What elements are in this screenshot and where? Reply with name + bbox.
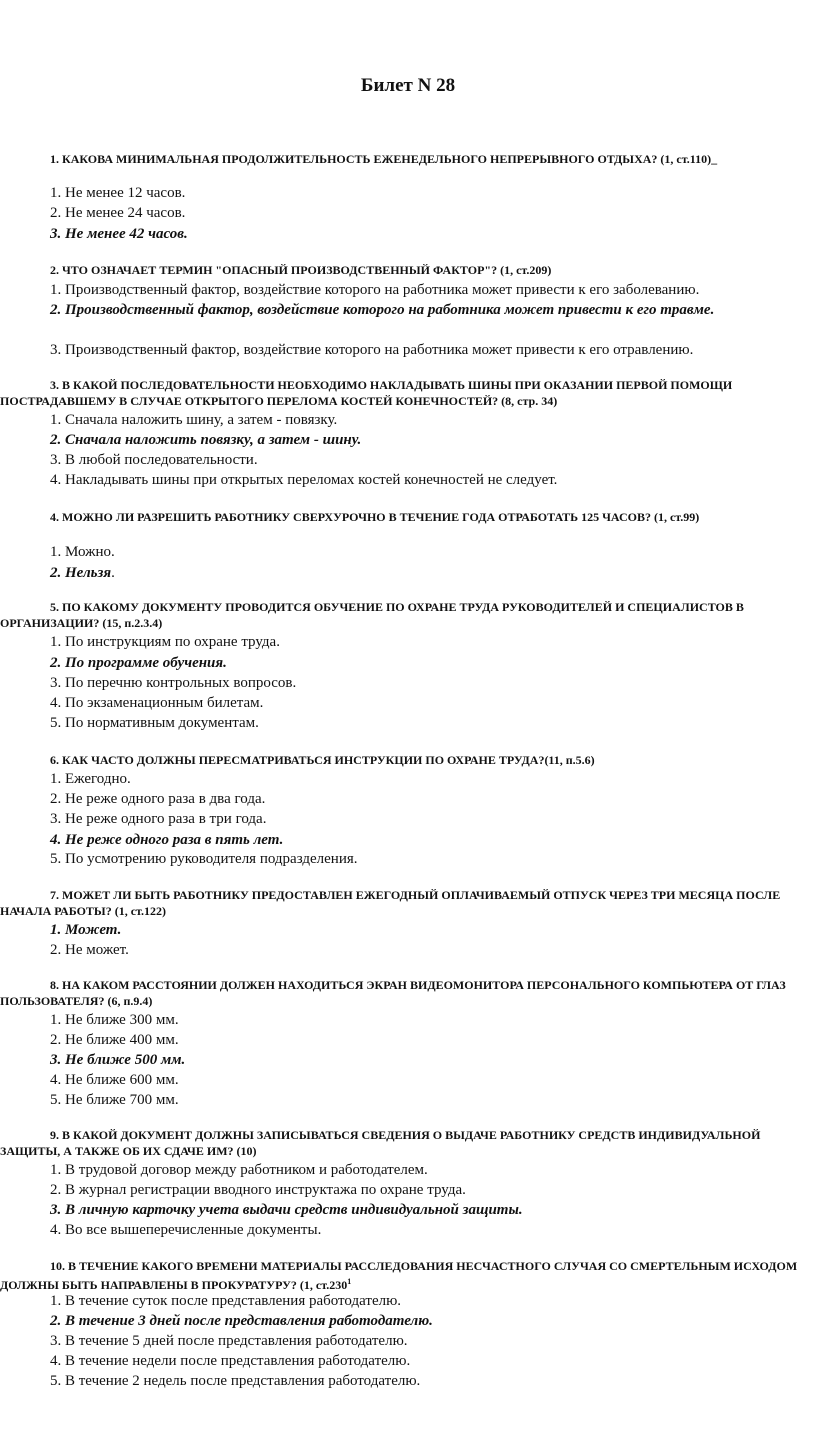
question-10-answer-2-correct: 2. В течение 3 дней после представления работодателю.	[50, 1313, 433, 1329]
question-9-answer-1: 1. В трудовой договор между работником и работодателем.	[50, 1162, 428, 1178]
question-1-heading: 1. КАКОВА МИНИМАЛЬНАЯ ПРОДОЛЖИТЕЛЬНОСТЬ ЕЖЕНЕДЕЛЬНОГО НЕПРЕРЫВНОГО ОТДЫХА? (1, ст.110)_	[50, 152, 718, 166]
question-10-heading	[0, 1258, 812, 1293]
question-6-answer-4-correct: 4. Не реже одного раза в пять лет.	[50, 832, 284, 848]
question-7-answer-1-correct: 1. Может.	[50, 922, 122, 938]
question-4-heading: 4. МОЖНО ЛИ РАЗРЕШИТЬ РАБОТНИКУ СВЕРХУРОЧНО В ТЕЧЕНИЕ ГОДА ОТРАБОТАТЬ 125 ЧАСОВ? (1, ст.99)	[50, 510, 700, 524]
question-3-answer-4: 4. Накладывать шины при открытых переломах костей конечностей не следует.	[50, 472, 558, 488]
question-5-answer-4: 4. По экзаменационным билетам.	[50, 695, 264, 711]
question-7-heading: 7. МОЖЕТ ЛИ БЫТЬ РАБОТНИКУ ПРЕДОСТАВЛЕН ЕЖЕГОДНЫЙ ОПЛАЧИВАЕМЫЙ ОТПУСК ЧЕРЕЗ ТРИ МЕСЯЦА ПОСЛЕ НАЧАЛА РАБОТЫ? (1, ст.122)	[0, 888, 781, 918]
question-10-answer-5: 5. В течение 2 недель после представления работодателю.	[50, 1373, 421, 1389]
question-8-answer-1: 1. Не ближе 300 мм.	[50, 1012, 179, 1028]
question-9-answer-3-correct: 3. В личную карточку учета выдачи средств индивидуальной защиты.	[50, 1202, 523, 1218]
question-3-answer-1: 1. Сначала наложить шину, а затем - повязку.	[50, 412, 338, 428]
question-10-answer-1: 1. В течение суток после представления работодателю.	[50, 1293, 402, 1309]
question-9-answer-4: 4. Во все вышеперечисленные документы.	[50, 1222, 322, 1238]
question-2-heading: 2. ЧТО ОЗНАЧАЕТ ТЕРМИН "ОПАСНЫЙ ПРОИЗВОДСТВЕННЫЙ ФАКТОР"? (1, ст.209)	[50, 263, 552, 277]
question-8-answer-4: 4. Не ближе 600 мм.	[50, 1072, 179, 1088]
question-5-answer-1: 1. По инструкциям по охране труда.	[50, 634, 280, 650]
question-6-answer-2: 2. Не реже одного раза в два года.	[50, 791, 266, 807]
question-8-answer-2: 2. Не ближе 400 мм.	[50, 1032, 179, 1048]
question-10-heading-text: 10. В ТЕЧЕНИЕ КАКОГО ВРЕМЕНИ МАТЕРИАЛЫ РАССЛЕДОВАНИЯ НЕСЧАСТНОГО СЛУЧАЯ СО СМЕРТЕЛЬНЫМ ИСХОДОМ ДОЛЖНЫ БЫТЬ НАПРАВЛЕНЫ В ПРОКУРАТУРУ? (1, ст.230	[0, 1259, 798, 1292]
question-1-answer-3-correct: 3. Не менее 42 часов.	[50, 226, 188, 242]
question-2-answer-2-correct: 2. Производственный фактор, воздействие которого на работника может привести к его травме.	[50, 302, 715, 318]
question-5-answer-3: 3. По перечню контрольных вопросов.	[50, 675, 297, 691]
question-9-answer-2: 2. В журнал регистрации вводного инструктажа по охране труда.	[50, 1182, 466, 1198]
question-10-answer-4: 4. В течение недели после представления работодателю.	[50, 1353, 411, 1369]
question-5-heading: 5. ПО КАКОМУ ДОКУМЕНТУ ПРОВОДИТСЯ ОБУЧЕНИЕ ПО ОХРАНЕ ТРУДА РУКОВОДИТЕЛЕЙ И СПЕЦИАЛИСТОВ В ОРГАНИЗАЦИИ? (15, п.2.3.4)	[0, 600, 744, 630]
question-4-answer-2-correct: 2. Нельзя	[50, 565, 112, 581]
question-8-heading: 8. НА КАКОМ РАССТОЯНИИ ДОЛЖЕН НАХОДИТЬСЯ ЭКРАН ВИДЕОМОНИТОРА ПЕРСОНАЛЬНОГО КОМПЬЮТЕРА ОТ ГЛАЗ ПОЛЬЗОВАТЕЛЯ? (6, п.9.4)	[0, 978, 786, 1008]
question-2-answer-1: 1. Производственный фактор, воздействие которого на работника может привести к его заболеванию.	[50, 282, 700, 298]
question-10-footnote-mark: 1	[347, 1277, 352, 1286]
ticket-title: Билет N 28	[360, 75, 456, 96]
question-8-answer-5: 5. Не ближе 700 мм.	[50, 1092, 179, 1108]
question-1-answer-1: 1. Не менее 12 часов.	[50, 185, 186, 201]
question-6-answer-3: 3. Не реже одного раза в три года.	[50, 811, 267, 827]
question-3-answer-3: 3. В любой последовательности.	[50, 452, 258, 468]
question-9-heading: 9. В КАКОЙ ДОКУМЕНТ ДОЛЖНЫ ЗАПИСЫВАТЬСЯ СВЕДЕНИЯ О ВЫДАЧЕ РАБОТНИКУ СРЕДСТВ ИНДИВИДУАЛЬНОЙ ЗАЩИТЫ, А ТАКЖЕ ОБ ИХ СДАЧЕ ИМ? (10)	[0, 1128, 761, 1158]
question-4-answer-2	[50, 563, 812, 583]
question-5-answer-5: 5. По нормативным документам.	[50, 715, 259, 731]
question-3-heading: 3. В КАКОЙ ПОСЛЕДОВАТЕЛЬНОСТИ НЕОБХОДИМО НАКЛАДЫВАТЬ ШИНЫ ПРИ ОКАЗАНИИ ПЕРВОЙ ПОМОЩИ ПОСТРАДАВШЕМУ В СЛУЧАЕ ОТКРЫТОГО ПЕРЕЛОМА КОСТЕЙ КОНЕЧНОСТЕЙ? (8, стр. 34)	[0, 378, 733, 408]
question-6-answer-5: 5. По усмотрению руководителя подразделения.	[50, 851, 358, 867]
question-7-answer-2: 2. Не может.	[50, 942, 129, 958]
question-3-answer-2-correct: 2. Сначала наложить повязку, а затем - шину.	[50, 432, 362, 448]
question-5-answer-2-correct: 2. По программе обучения.	[50, 655, 227, 671]
question-2-answer-3: 3. Производственный фактор, воздействие которого на работника может привести к его отравлению.	[50, 342, 694, 358]
question-4-answer-1: 1. Можно.	[50, 544, 115, 560]
question-6-answer-1: 1. Ежегодно.	[50, 771, 131, 787]
question-1-answer-2: 2. Не менее 24 часов.	[50, 205, 186, 221]
question-10-answer-3: 3. В течение 5 дней после представления работодателю.	[50, 1333, 408, 1349]
question-8-answer-3-correct: 3. Не ближе 500 мм.	[50, 1052, 186, 1068]
question-4-answer-2-period: .	[111, 565, 115, 581]
question-6-heading: 6. КАК ЧАСТО ДОЛЖНЫ ПЕРЕСМАТРИВАТЬСЯ ИНСТРУКЦИИ ПО ОХРАНЕ ТРУДА?(11, п.5.6)	[50, 753, 595, 767]
